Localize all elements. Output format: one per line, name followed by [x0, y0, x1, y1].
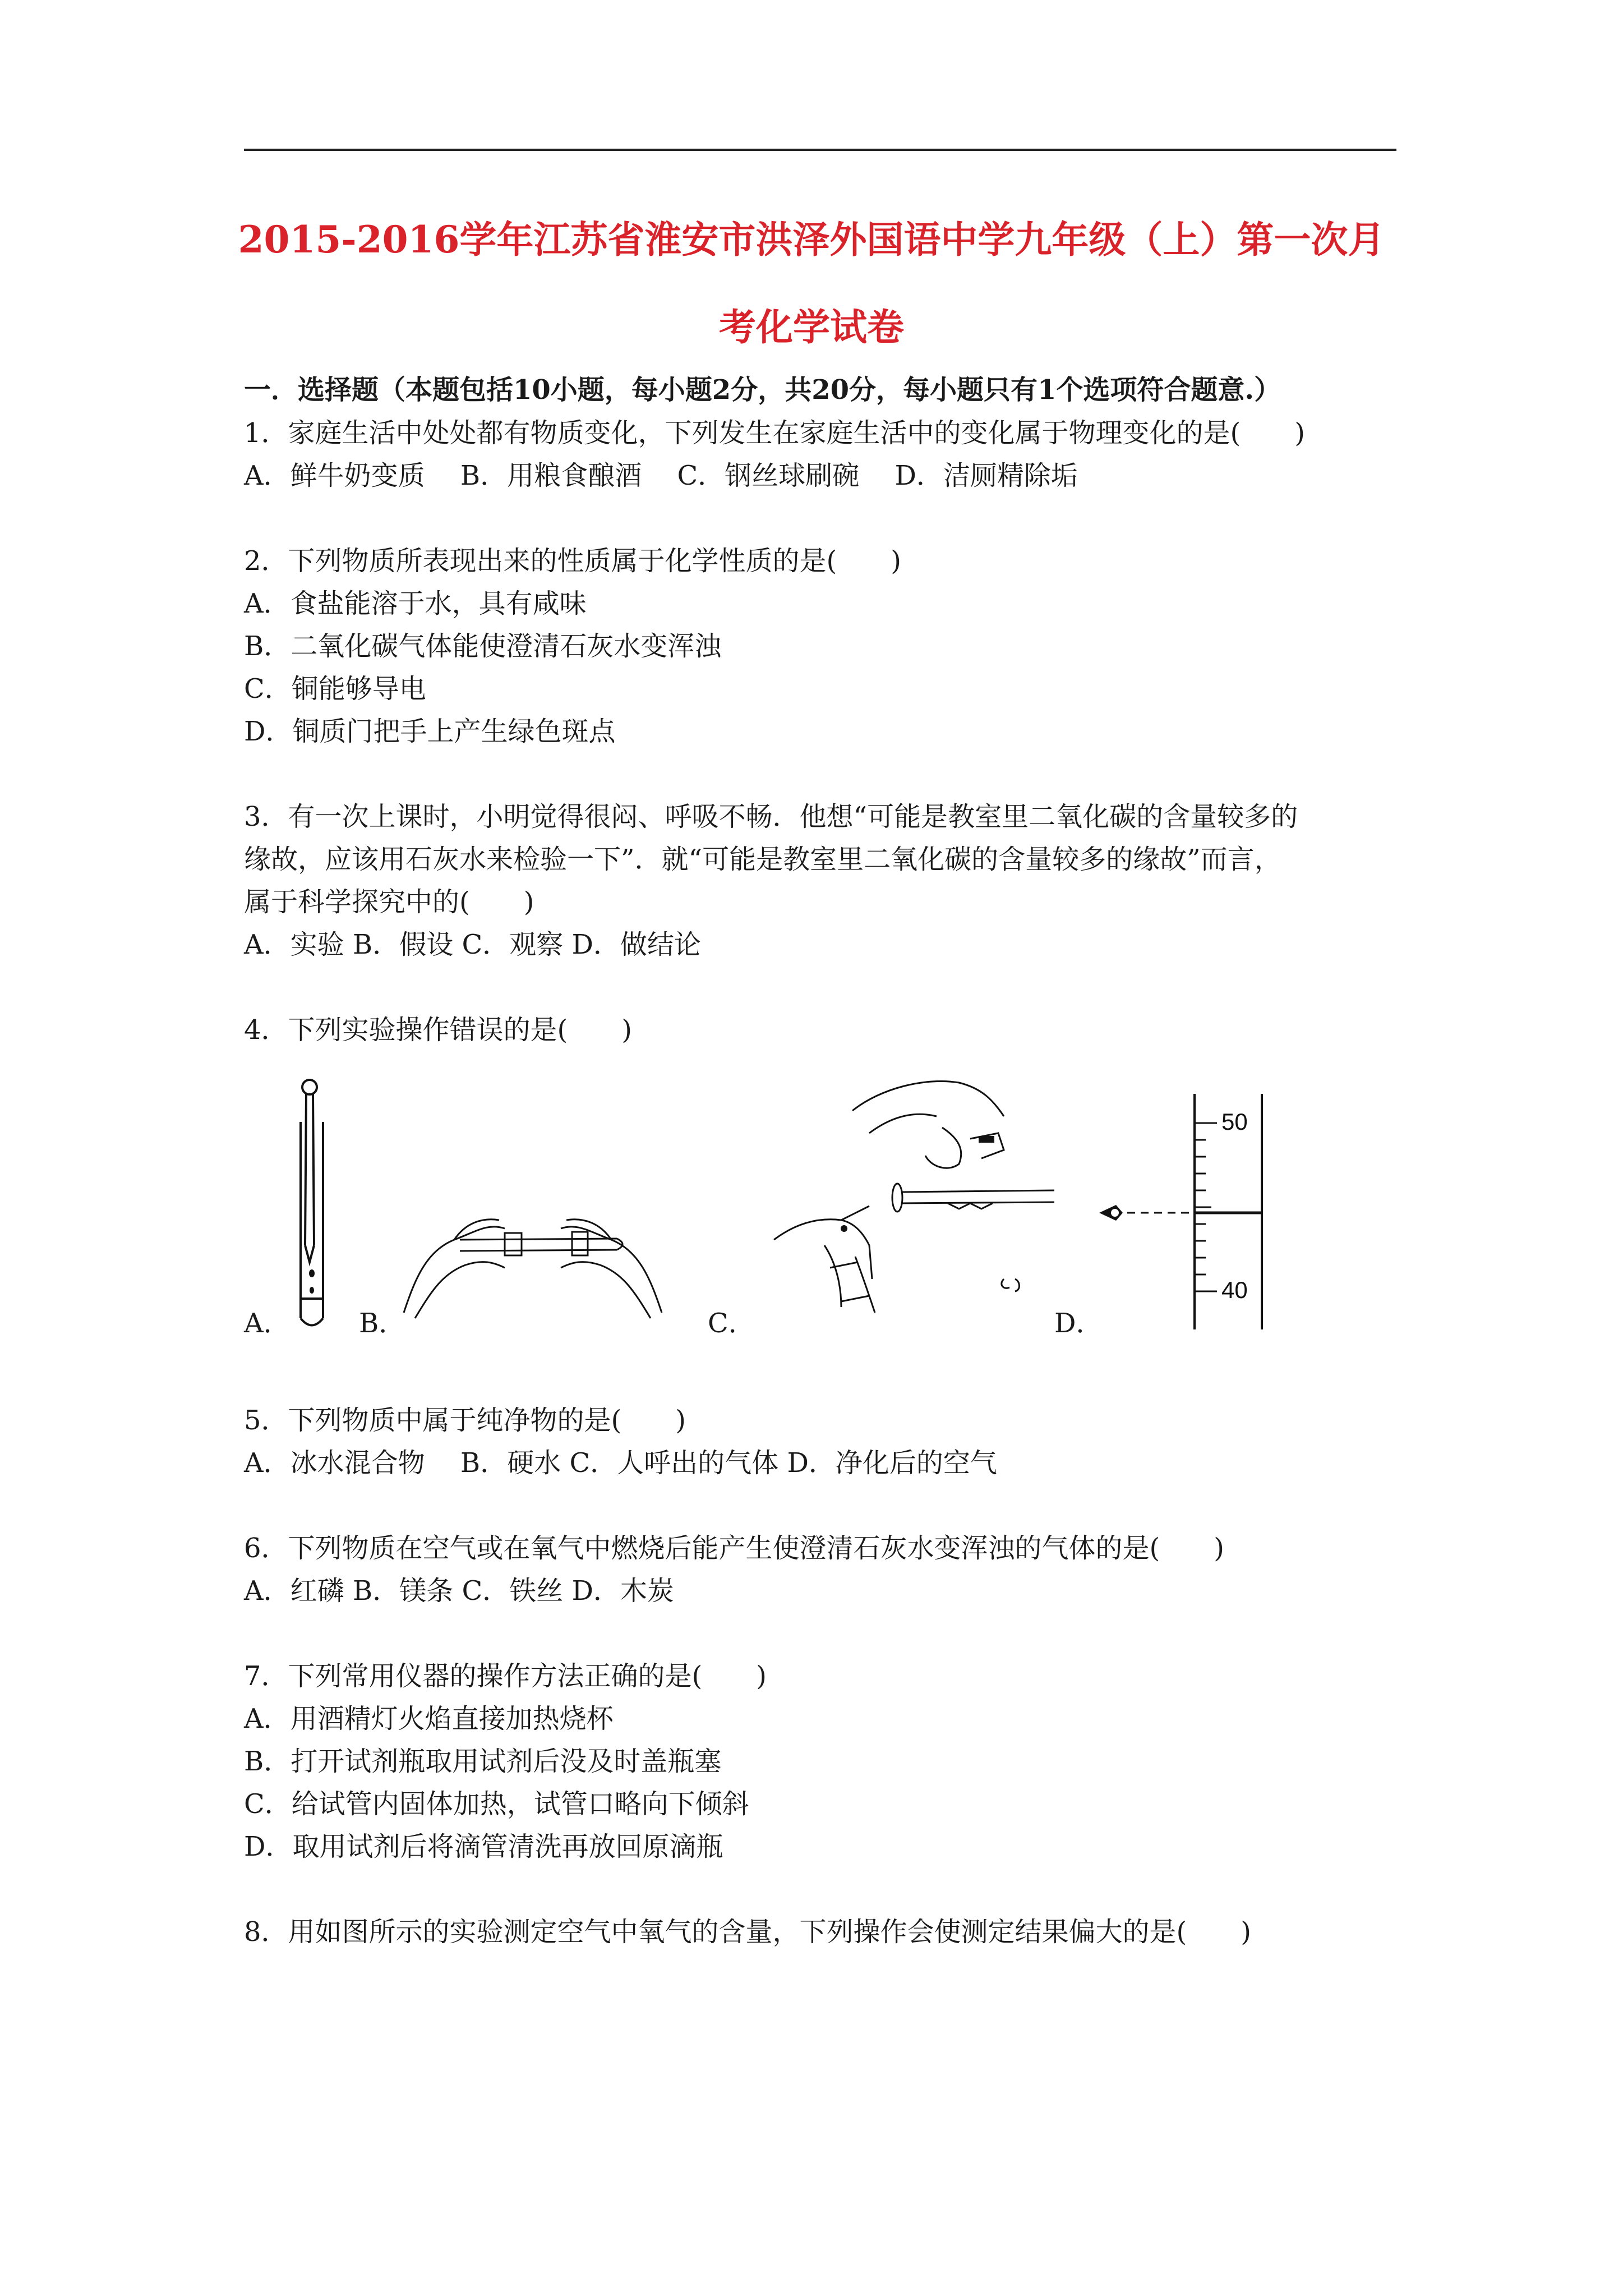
q7-option-c: C．给试管内固体加热，试管口略向下倾斜 — [244, 1788, 749, 1820]
cylinder-mark-40: 40 — [1221, 1277, 1248, 1303]
q6-stem: 6．下列物质在空气或在氧气中燃烧后能产生使澄清石灰水变浑浊的气体的是( ) — [244, 1533, 1224, 1564]
figure-b-hands-holding-tube — [393, 1167, 673, 1324]
q1-stem: 1．家庭生活中处处都有物质变化，下列发生在家庭生活中的变化属于物理变化的是( ) — [244, 417, 1305, 449]
q4-label-d: D． — [1054, 1308, 1103, 1339]
q2-option-d: D．铜质门把手上产生绿色斑点 — [244, 716, 616, 747]
q4-label-a: A． — [244, 1308, 291, 1339]
cylinder-mark-50: 50 — [1221, 1108, 1248, 1135]
q2-stem: 2．下列物质所表现出来的性质属于化学性质的是( ) — [244, 545, 901, 577]
q3-options: A．实验 B．假设 C．观察 D．做结论 — [244, 929, 701, 960]
q3-stem-line-2: 缘故，应该用石灰水来检验一下”．就“可能是教室里二氧化碳的含量较多的缘故”而言， — [244, 844, 1281, 875]
q4-label-c: C． — [708, 1308, 755, 1339]
figure-a-test-tube-dropper — [280, 1077, 359, 1335]
q8-stem: 8．用如图所示的实验测定空气中氧气的含量，下列操作会使测定结果偏大的是( ) — [244, 1916, 1251, 1948]
q7-option-b: B．打开试剂瓶取用试剂后没及时盖瓶塞 — [244, 1746, 722, 1777]
figure-c-pouring-liquid — [757, 1066, 1066, 1318]
section-heading: 一．选择题（本题包括10小题，每小题2分，共20分，每小题只有1个选项符合题意.） — [244, 374, 1281, 406]
q1-options: A．鲜牛奶变质 B．用粮食酿酒 C．钢丝球刷碗 D．洁厕精除垢 — [244, 460, 1078, 491]
figure-d-graduated-cylinder — [1094, 1088, 1273, 1335]
q7-stem: 7．下列常用仪器的操作方法正确的是( ) — [244, 1660, 767, 1692]
q3-stem-line-3: 属于科学探究中的( ) — [244, 886, 534, 918]
q2-option-a: A．食盐能溶于水，具有咸味 — [244, 588, 587, 619]
q3-stem-line-1: 3．有一次上课时，小明觉得很闷、呼吸不畅．他想“可能是教室里二氧化碳的含量较多的 — [244, 801, 1298, 832]
exam-title-line-1: 2015-2016学年江苏省淮安市洪泽外国语中学九年级（上）第一次月 — [238, 218, 1385, 261]
q4-stem: 4．下列实验操作错误的是( ) — [244, 1014, 632, 1046]
q2-option-b: B．二氧化碳气体能使澄清石灰水变浑浊 — [244, 631, 722, 662]
q6-options: A．红磷 B．镁条 C．铁丝 D．木炭 — [244, 1575, 674, 1607]
q5-stem: 5．下列物质中属于纯净物的是( ) — [244, 1405, 686, 1436]
q7-option-d: D．取用试剂后将滴管清洗再放回原滴瓶 — [244, 1831, 723, 1862]
q4-label-b: B． — [359, 1308, 406, 1339]
q5-options: A．冰水混合物 B．硬水 C．人呼出的气体 D．净化后的空气 — [244, 1447, 997, 1479]
q2-option-c: C．铜能够导电 — [244, 673, 426, 705]
exam-title-line-2: 考化学试卷 — [719, 305, 904, 349]
q7-option-a: A．用酒精灯火焰直接加热烧杯 — [244, 1703, 614, 1734]
header-rule — [244, 149, 1396, 151]
